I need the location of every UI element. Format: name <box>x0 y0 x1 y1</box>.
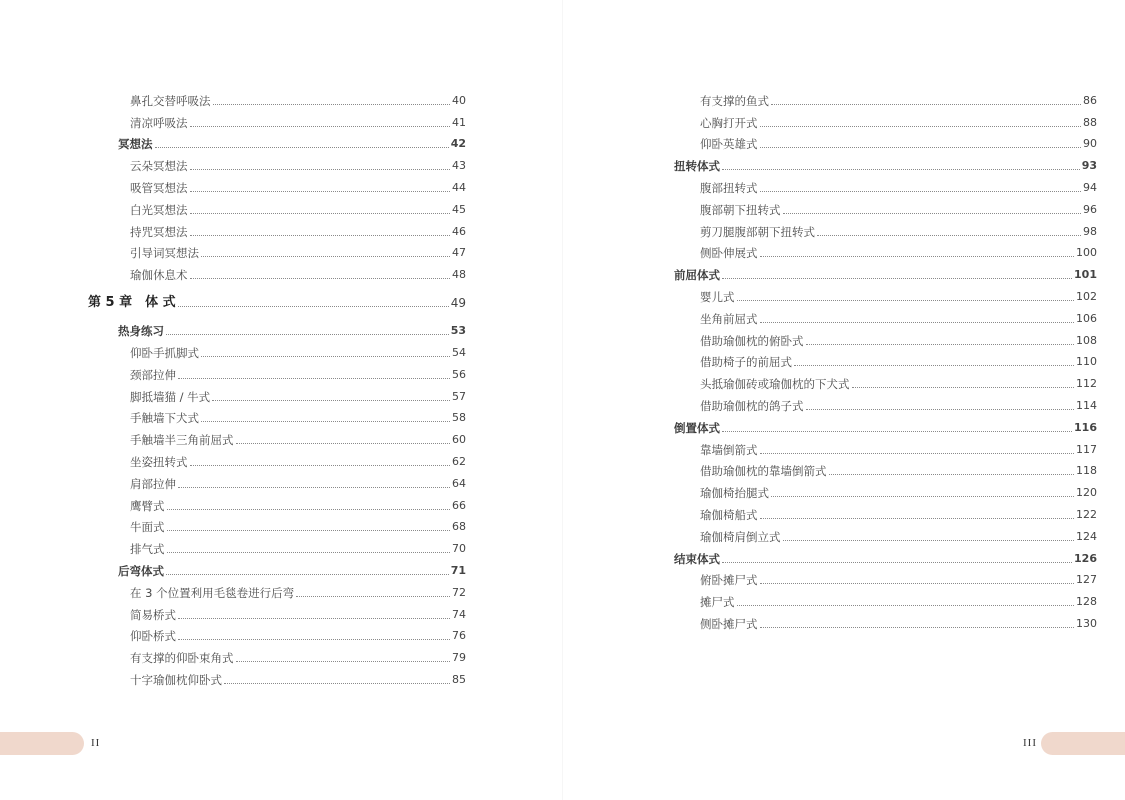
toc-entry-page-number: 56 <box>452 367 466 381</box>
toc-entry-title: 瑜伽椅抬腿式 <box>700 486 769 501</box>
dot-leader <box>783 213 1082 214</box>
toc-entry-section[interactable] <box>88 556 466 578</box>
toc-entry-page-number: 102 <box>1076 289 1097 303</box>
dot-leader <box>178 378 450 379</box>
toc-entry-title: 冥想法 <box>118 137 153 152</box>
toc-entry-title: 腹部扭转式 <box>700 180 758 195</box>
toc-entry-title: 简易桥式 <box>130 607 176 622</box>
toc-entry-page-number: 58 <box>452 411 466 425</box>
toc-entry-title: 仰卧手抓脚式 <box>130 345 199 360</box>
toc-entry-section[interactable] <box>88 130 466 152</box>
dot-leader <box>760 627 1075 628</box>
toc-entry-page-number: 85 <box>452 672 466 686</box>
toc-entry-title: 侧卧伸展式 <box>700 246 758 261</box>
toc-entry-title: 借助椅子的前屈式 <box>700 355 792 370</box>
footer-tab-left <box>0 732 84 755</box>
toc-entry-item[interactable] <box>88 425 466 447</box>
toc-entry-title: 排气式 <box>130 542 165 557</box>
dot-leader <box>167 530 451 531</box>
toc-entry-page-number: 44 <box>452 180 466 194</box>
dot-leader <box>806 344 1075 345</box>
dot-leader <box>760 126 1082 127</box>
toc-entry-chapter[interactable] <box>88 282 466 317</box>
table-of-contents-left <box>88 86 466 687</box>
toc-entry-title: 借助瑜伽枕的靠墙倒箭式 <box>700 464 827 479</box>
dot-leader <box>224 683 450 684</box>
toc-entry-page-number: 88 <box>1083 115 1097 129</box>
toc-entry-item[interactable] <box>674 369 1097 391</box>
toc-entry-title: 吸管冥想法 <box>130 180 188 195</box>
toc-entry-title: 瑜伽椅船式 <box>700 507 758 522</box>
toc-entry-item[interactable] <box>674 587 1097 609</box>
toc-entry-title: 坐角前屈式 <box>700 311 758 326</box>
toc-entry-title: 倒置体式 <box>674 420 720 435</box>
toc-entry-page-number: 72 <box>452 585 466 599</box>
dot-leader <box>166 574 449 575</box>
dot-leader <box>201 256 450 257</box>
dot-leader <box>829 474 1075 475</box>
toc-entry-title: 婴儿式 <box>700 289 735 304</box>
dot-leader <box>817 235 1081 236</box>
right-page <box>563 0 1125 800</box>
toc-entry-title: 靠墙倒箭式 <box>700 442 758 457</box>
toc-entry-item[interactable] <box>88 173 466 195</box>
toc-entry-title: 肩部拉伸 <box>130 476 176 491</box>
toc-entry-page-number: 53 <box>450 324 466 338</box>
dot-leader <box>178 639 450 640</box>
toc-entry-page-number: 124 <box>1076 529 1097 543</box>
toc-entry-title: 有支撑的仰卧束角式 <box>130 651 234 666</box>
toc-entry-item[interactable] <box>88 622 466 644</box>
toc-entry-title: 头抵瑜伽砖或瑜伽枕的下犬式 <box>700 377 850 392</box>
toc-entry-title: 瑜伽椅肩倒立式 <box>700 529 781 544</box>
dot-leader <box>167 552 451 553</box>
toc-entry-title: 瑜伽休息术 <box>130 268 188 283</box>
dot-leader <box>190 465 451 466</box>
dot-leader <box>178 306 449 307</box>
toc-entry-page-number: 90 <box>1083 137 1097 151</box>
dot-leader <box>783 540 1075 541</box>
toc-entry-item[interactable] <box>88 491 466 513</box>
toc-entry-title: 剪刀腿腹部朝下扭转式 <box>700 224 815 239</box>
dot-leader <box>737 300 1075 301</box>
toc-entry-item[interactable] <box>674 130 1097 152</box>
dot-leader <box>760 191 1082 192</box>
toc-entry-page-number: 60 <box>452 433 466 447</box>
toc-entry-item[interactable] <box>674 457 1097 479</box>
toc-entry-item[interactable] <box>88 665 466 687</box>
toc-entry-page-number: 108 <box>1076 333 1097 347</box>
toc-entry-title: 心胸打开式 <box>700 115 758 130</box>
toc-entry-page-number: 71 <box>450 563 466 577</box>
toc-entry-page-number: 114 <box>1076 398 1097 412</box>
toc-entry-title: 仰卧桥式 <box>130 629 176 644</box>
toc-entry-page-number: 100 <box>1076 246 1097 260</box>
toc-entry-title: 鼻孔交替呼吸法 <box>130 93 211 108</box>
toc-entry-item[interactable] <box>674 435 1097 457</box>
dot-leader <box>722 169 1080 170</box>
toc-entry-item[interactable] <box>88 382 466 404</box>
dot-leader <box>190 278 451 279</box>
toc-entry-item[interactable] <box>88 469 466 491</box>
toc-entry-title: 俯卧摊尸式 <box>700 573 758 588</box>
toc-entry-item[interactable] <box>674 195 1097 217</box>
dot-leader <box>296 596 450 597</box>
toc-entry-title: 牛面式 <box>130 520 165 535</box>
toc-entry-page-number: 79 <box>452 651 466 665</box>
toc-entry-page-number: 48 <box>452 268 466 282</box>
toc-entry-page-number: 120 <box>1076 486 1097 500</box>
toc-entry-page-number: 74 <box>452 607 466 621</box>
toc-entry-item[interactable] <box>674 391 1097 413</box>
toc-entry-title: 借助瑜伽枕的鸽子式 <box>700 398 804 413</box>
toc-entry-title: 颈部拉伸 <box>130 367 176 382</box>
toc-entry-item[interactable] <box>674 217 1097 239</box>
dot-leader <box>190 191 451 192</box>
dot-leader <box>167 509 451 510</box>
toc-entry-item[interactable] <box>88 513 466 535</box>
toc-entry-item[interactable] <box>88 600 466 622</box>
dot-leader <box>760 256 1075 257</box>
dot-leader <box>737 605 1075 606</box>
toc-entry-page-number: 70 <box>452 542 466 556</box>
dot-leader <box>771 496 1074 497</box>
toc-entry-title: 侧卧摊尸式 <box>700 616 758 631</box>
toc-entry-page-number: 101 <box>1074 268 1097 282</box>
toc-entry-title: 扭转体式 <box>674 159 720 174</box>
toc-entry-title: 云朵冥想法 <box>130 159 188 174</box>
toc-entry-page-number: 126 <box>1074 551 1097 565</box>
toc-entry-page-number: 94 <box>1083 180 1097 194</box>
page-number-left: II <box>91 737 101 749</box>
toc-entry-title: 持咒冥想法 <box>130 224 188 239</box>
footer-tab-right <box>1041 732 1125 755</box>
dot-leader <box>178 487 450 488</box>
toc-entry-item[interactable] <box>88 239 466 261</box>
toc-entry-page-number: 93 <box>1081 159 1097 173</box>
toc-entry-page-number: 106 <box>1076 311 1097 325</box>
toc-entry-item[interactable] <box>88 404 466 426</box>
dot-leader <box>178 618 450 619</box>
toc-entry-page-number: 128 <box>1076 595 1097 609</box>
left-page <box>0 0 562 800</box>
toc-entry-title: 清凉呼吸法 <box>130 115 188 130</box>
toc-entry-page-number: 47 <box>452 246 466 260</box>
toc-entry-item[interactable] <box>88 260 466 282</box>
dot-leader <box>794 365 1074 366</box>
dot-leader <box>190 169 451 170</box>
dot-leader <box>760 583 1075 584</box>
toc-entry-item[interactable] <box>88 108 466 130</box>
toc-entry-page-number: 57 <box>452 389 466 403</box>
toc-entry-item[interactable] <box>674 304 1097 326</box>
toc-entry-item[interactable] <box>88 534 466 556</box>
dot-leader <box>213 104 451 105</box>
toc-entry-title: 借助瑜伽枕的俯卧式 <box>700 333 804 348</box>
dot-leader <box>236 661 451 662</box>
dot-leader <box>760 147 1082 148</box>
toc-entry-item[interactable] <box>88 643 466 665</box>
toc-entry-item[interactable] <box>88 151 466 173</box>
toc-entry-page-number: 130 <box>1076 616 1097 630</box>
toc-entry-page-number: 46 <box>452 224 466 238</box>
toc-entry-page-number: 116 <box>1074 420 1097 434</box>
toc-entry-item[interactable] <box>88 338 466 360</box>
dot-leader <box>806 409 1075 410</box>
page-number-right: III <box>1023 737 1037 749</box>
toc-entry-item[interactable] <box>674 478 1097 500</box>
dot-leader <box>212 400 450 401</box>
toc-entry-title: 热身练习 <box>118 324 164 339</box>
toc-entry-title: 手触墙下犬式 <box>130 411 199 426</box>
toc-entry-title: 鹰臂式 <box>130 498 165 513</box>
toc-entry-title: 引导词冥想法 <box>130 246 199 261</box>
dot-leader <box>771 104 1081 105</box>
toc-entry-page-number: 118 <box>1076 464 1097 478</box>
toc-entry-page-number: 86 <box>1083 93 1097 107</box>
toc-entry-page-number: 110 <box>1076 355 1097 369</box>
toc-entry-section[interactable] <box>88 317 466 338</box>
dot-leader <box>722 431 1072 432</box>
toc-entry-item[interactable] <box>674 348 1097 370</box>
toc-entry-item[interactable] <box>88 86 466 108</box>
toc-entry-page-number: 64 <box>452 476 466 490</box>
toc-entry-title: 前屈体式 <box>674 268 720 283</box>
toc-entry-item[interactable] <box>88 447 466 469</box>
toc-entry-item[interactable] <box>674 566 1097 588</box>
toc-entry-item[interactable] <box>674 173 1097 195</box>
toc-entry-page-number: 43 <box>452 159 466 173</box>
toc-entry-title: 后弯体式 <box>118 563 164 578</box>
toc-entry-page-number: 76 <box>452 629 466 643</box>
table-of-contents-right <box>674 86 1097 631</box>
toc-entry-item[interactable] <box>674 108 1097 130</box>
toc-entry-section[interactable] <box>674 151 1097 173</box>
toc-entry-page-number: 62 <box>452 454 466 468</box>
toc-entry-item[interactable] <box>88 195 466 217</box>
toc-entry-page-number: 41 <box>452 115 466 129</box>
toc-entry-item[interactable] <box>88 217 466 239</box>
dot-leader <box>166 334 449 335</box>
toc-entry-item[interactable] <box>88 360 466 382</box>
toc-entry-title: 结束体式 <box>674 551 720 566</box>
toc-entry-item[interactable] <box>88 578 466 600</box>
toc-entry-page-number: 112 <box>1076 377 1097 391</box>
toc-entry-page-number: 96 <box>1083 202 1097 216</box>
dot-leader <box>155 147 449 148</box>
toc-entry-title: 坐姿扭转式 <box>130 454 188 469</box>
dot-leader <box>236 443 451 444</box>
toc-entry-page-number: 54 <box>452 345 466 359</box>
dot-leader <box>190 213 451 214</box>
toc-entry-page-number: 49 <box>450 296 466 311</box>
toc-entry-page-number: 66 <box>452 498 466 512</box>
toc-entry-title: 十字瑜伽枕仰卧式 <box>130 672 222 687</box>
toc-entry-page-number: 42 <box>450 137 466 151</box>
toc-entry-item[interactable] <box>674 86 1097 108</box>
toc-entry-title: 脚抵墙猫 / 牛式 <box>130 389 211 404</box>
dot-leader <box>852 387 1075 388</box>
dot-leader <box>201 421 450 422</box>
toc-entry-title: 手触墙半三角前屈式 <box>130 433 234 448</box>
toc-entry-item[interactable] <box>674 239 1097 261</box>
dot-leader <box>760 322 1075 323</box>
toc-entry-page-number: 127 <box>1076 573 1097 587</box>
toc-entry-page-number: 117 <box>1076 442 1097 456</box>
toc-entry-item[interactable] <box>674 522 1097 544</box>
toc-entry-section[interactable] <box>674 413 1097 435</box>
toc-entry-section[interactable] <box>674 544 1097 566</box>
toc-entry-page-number: 122 <box>1076 507 1097 521</box>
dot-leader <box>190 235 451 236</box>
dot-leader <box>722 562 1072 563</box>
dot-leader <box>190 126 451 127</box>
toc-entry-title: 仰卧英雄式 <box>700 137 758 152</box>
toc-entry-page-number: 98 <box>1083 224 1097 238</box>
toc-entry-item[interactable] <box>674 500 1097 522</box>
toc-entry-item[interactable] <box>674 609 1097 631</box>
toc-entry-title: 第 5 章 体 式 <box>88 295 176 311</box>
toc-entry-title: 摊尸式 <box>700 595 735 610</box>
toc-entry-title: 腹部朝下扭转式 <box>700 202 781 217</box>
toc-entry-title: 在 3 个位置利用毛毯卷进行后弯 <box>130 585 295 600</box>
dot-leader <box>722 278 1072 279</box>
toc-entry-item[interactable] <box>674 282 1097 304</box>
toc-entry-page-number: 40 <box>452 93 466 107</box>
dot-leader <box>760 453 1075 454</box>
toc-entry-title: 白光冥想法 <box>130 202 188 217</box>
dot-leader <box>760 518 1075 519</box>
dot-leader <box>201 356 450 357</box>
toc-entry-section[interactable] <box>674 260 1097 282</box>
toc-entry-item[interactable] <box>674 326 1097 348</box>
toc-entry-title: 有支撑的鱼式 <box>700 93 769 108</box>
toc-entry-page-number: 45 <box>452 202 466 216</box>
toc-entry-page-number: 68 <box>452 520 466 534</box>
